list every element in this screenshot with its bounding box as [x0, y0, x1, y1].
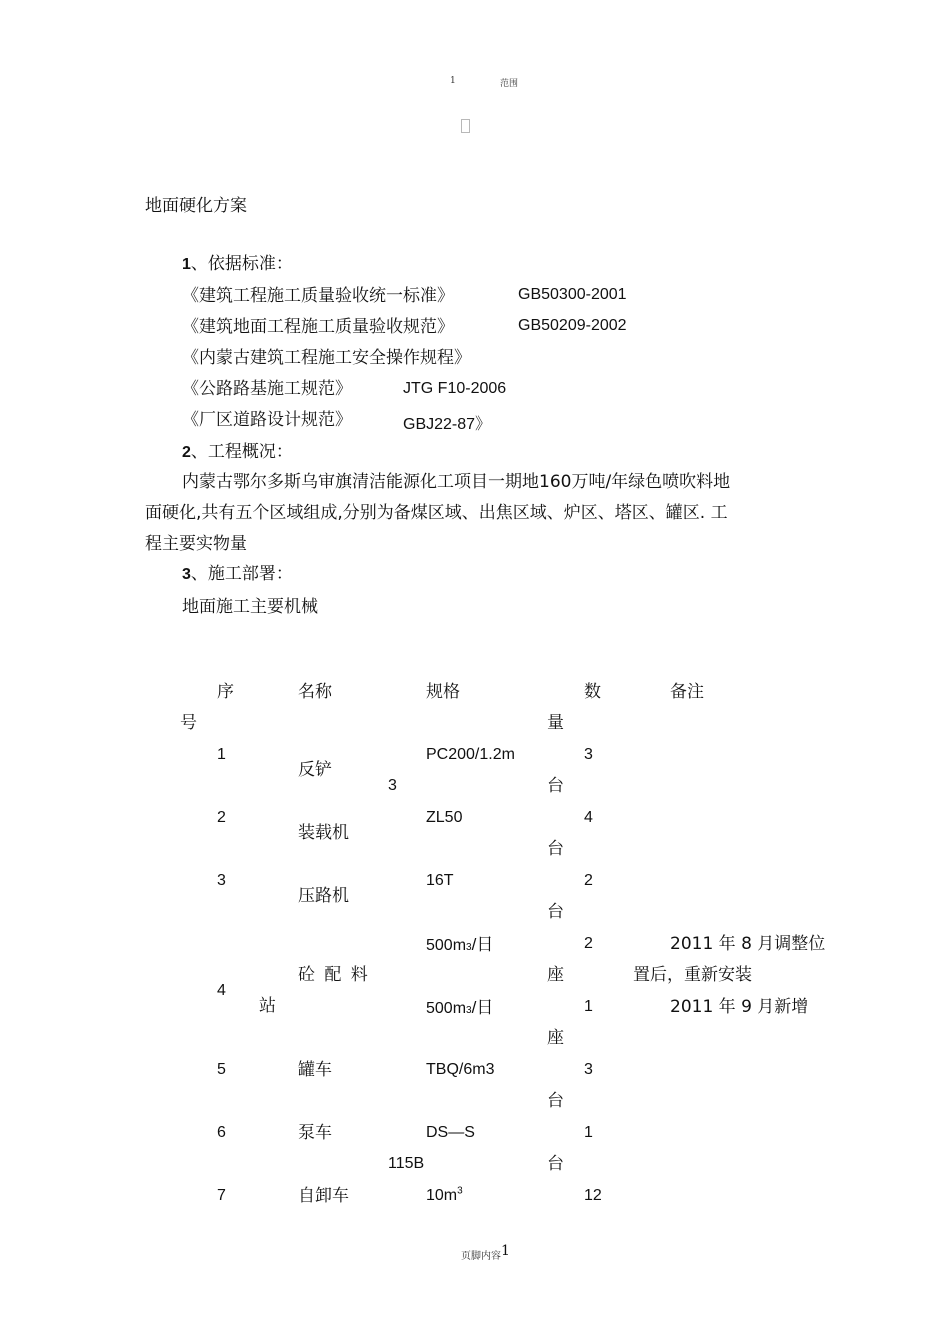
row-spec-cont: 3 [388, 777, 397, 794]
row-name: 装载机 [298, 823, 349, 843]
section-number: 1 [182, 256, 191, 273]
section-heading-3 [182, 564, 293, 585]
standard-code: GBJ22-87》 [403, 416, 492, 433]
standard-code: GB50300-2001 [518, 286, 627, 303]
section-heading-text: 、工程概况： [190, 442, 293, 462]
standard-name: 《公路路基施工规范》 [182, 379, 352, 399]
row-qty: 1 [584, 998, 593, 1015]
row-spec [426, 935, 493, 955]
spec-value: 10m [426, 1187, 458, 1204]
row-name: 自卸车 [298, 1186, 349, 1206]
row-name: 砼 配 料 [298, 965, 370, 985]
section-heading-2 [182, 442, 293, 463]
page-footer [461, 1243, 510, 1263]
spec-unit: /日 [471, 998, 494, 1017]
row-seq: 3 [217, 872, 226, 889]
row-unit: 座 [547, 965, 564, 985]
spec-superscript: 3 [457, 1185, 463, 1197]
table-header-name: 名称 [298, 682, 332, 702]
row-seq: 2 [217, 809, 226, 826]
spec-value: 500m [426, 1000, 467, 1017]
row-unit: 台 [547, 1154, 564, 1174]
section-heading-1 [182, 254, 293, 275]
row-name: 罐车 [298, 1060, 332, 1080]
row-qty: 2 [584, 935, 593, 952]
standard-name: 《内蒙古建筑工程施工安全操作规程》 [182, 348, 471, 368]
row-note: 2011 年 9 月新增 [670, 997, 809, 1017]
row-unit: 座 [547, 1028, 564, 1048]
row-spec: PC200/1.2m [426, 746, 515, 763]
footer-page-number: 1 [501, 1243, 510, 1259]
header-page-number: 1 [450, 76, 456, 86]
row-spec: ZL50 [426, 809, 463, 826]
row-name-cont: 站 [259, 996, 276, 1016]
row-seq: 6 [217, 1124, 226, 1141]
row-note: 2011 年 8 月调整位 [670, 934, 826, 954]
section-number: 3 [182, 566, 191, 583]
row-seq: 5 [217, 1061, 226, 1078]
table-header-spec: 规格 [426, 682, 460, 702]
table-header-qty: 数 [584, 682, 601, 702]
row-unit: 台 [547, 902, 564, 922]
document-title: 地面硬化方案 [145, 196, 247, 216]
section-heading-text: 、依据标准： [190, 254, 293, 274]
row-qty: 4 [584, 809, 593, 826]
table-header-note: 备注 [670, 682, 704, 702]
section-heading-text: 、施工部署： [190, 564, 293, 584]
machinery-subtitle: 地面施工主要机械 [182, 597, 318, 617]
overview-line: 程主要实物量 [145, 534, 247, 554]
row-spec [426, 1187, 463, 1205]
row-qty: 3 [584, 746, 593, 763]
standard-name: 《厂区道路设计规范》 [182, 410, 352, 430]
header-section-label: 范围 [500, 79, 519, 89]
standard-name: 《建筑地面工程施工质量验收规范》 [182, 317, 454, 337]
row-seq: 7 [217, 1187, 226, 1204]
row-spec [426, 998, 493, 1018]
spec-value: 500m [426, 937, 467, 954]
row-qty: 2 [584, 872, 593, 889]
row-name: 反铲 [298, 760, 332, 780]
row-name: 泵车 [298, 1123, 332, 1143]
footer-label: 页脚内容 [461, 1251, 501, 1262]
image-placeholder-icon [461, 119, 470, 133]
overview-line: 面硬化,共有五个区域组成,分别为备煤区域、出焦区域、炉区、塔区、罐区. 工 [145, 503, 728, 523]
row-unit: 台 [547, 776, 564, 796]
row-spec: DS—S [426, 1124, 475, 1141]
row-seq: 1 [217, 746, 226, 763]
row-qty: 1 [584, 1124, 593, 1141]
spec-unit: /日 [471, 935, 494, 954]
row-unit: 台 [547, 1091, 564, 1111]
row-seq: 4 [217, 982, 226, 999]
spec-subscript: 3 [466, 1005, 472, 1016]
standard-name: 《建筑工程施工质量验收统一标准》 [182, 286, 454, 306]
standard-code: JTG F10-2006 [403, 380, 507, 397]
section-number: 2 [182, 444, 191, 461]
table-header-seq-cont: 号 [180, 713, 197, 733]
table-header-seq: 序 [217, 682, 234, 702]
table-header-qty-cont: 量 [547, 713, 564, 733]
row-spec: TBQ/6m3 [426, 1061, 495, 1078]
row-spec: 16T [426, 872, 454, 889]
row-unit: 台 [547, 839, 564, 859]
row-qty: 12 [584, 1187, 602, 1204]
spec-subscript: 3 [466, 942, 472, 953]
row-qty: 3 [584, 1061, 593, 1078]
row-spec-cont: 115B [388, 1155, 425, 1172]
row-name: 压路机 [298, 886, 349, 906]
row-note-cont: 置后，重新安装 [633, 965, 752, 985]
standard-code: GB50209-2002 [518, 317, 627, 334]
overview-line: 内蒙古鄂尔多斯乌审旗清洁能源化工项目一期地160万吨/年绿色喷吹料地 [182, 472, 731, 492]
